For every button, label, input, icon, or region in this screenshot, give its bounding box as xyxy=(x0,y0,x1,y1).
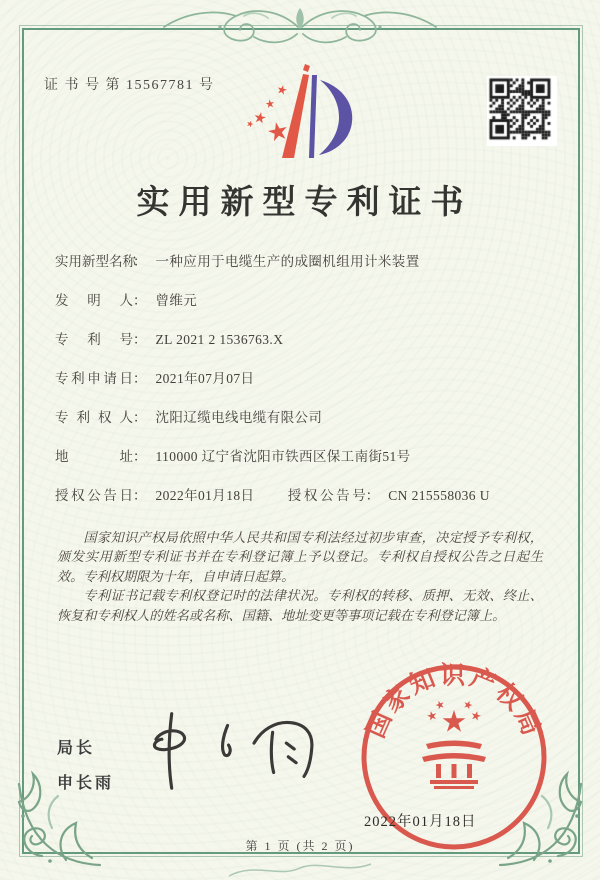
field-value: 2021年07月07日 xyxy=(155,371,255,386)
field-label: 实用新型名称 xyxy=(55,254,136,269)
field-label: 授权公告日 xyxy=(55,488,133,503)
field-row-grant xyxy=(55,486,572,506)
grant-number-pair xyxy=(288,488,490,503)
legal-paragraph-2: 专利证书记载专利权登记时的法律状况。专利权的转移、质押、无效、终止、恢复和专利权人的姓名或名称、国籍、地址变更等事项记载在专利登记簿上。 xyxy=(57,588,543,623)
field-colon: ： xyxy=(133,449,147,464)
handwritten-signature-icon xyxy=(128,700,333,798)
field-value: 沈阳辽缆电线电缆有限公司 xyxy=(155,410,323,425)
seal-date: 2022年01月18日 xyxy=(364,814,477,830)
field-colon: ： xyxy=(133,410,147,425)
page-number: 第 1 页 (共 2 页) xyxy=(245,839,355,853)
field-label: 地址 xyxy=(55,449,133,464)
field-list xyxy=(55,252,572,525)
field-value: ZL 2021 2 1536763.X xyxy=(155,332,284,347)
field-colon: ： xyxy=(365,488,380,503)
field-label: 专利权人 xyxy=(55,410,133,425)
field-row-patentee xyxy=(55,408,572,428)
national-emblem-icon xyxy=(422,699,486,789)
field-value: 110000 辽宁省沈阳市铁西区保工南街51号 xyxy=(155,449,411,464)
certificate-number: 证 书 号 第 15567781 号 xyxy=(44,78,215,93)
field-value: 2022年01月18日 xyxy=(155,488,255,503)
bottom-edge-ornament xyxy=(225,858,375,880)
cnipa-logo-icon xyxy=(230,62,370,168)
legal-text xyxy=(57,528,543,625)
legal-paragraph-1: 国家知识产权局依照中华人民共和国专利法经过初步审查，决定授予专利权，颁发实用新型专利证书并在专利登记簿上予以登记。专利权自授权公告之日起生效。专利权期限为十年，自申请日起算。 xyxy=(57,530,543,584)
field-row-inventor xyxy=(55,291,572,311)
field-colon: ： xyxy=(133,254,147,269)
field-label: 专利申请日 xyxy=(55,371,133,386)
field-row-patent-number xyxy=(55,330,572,350)
director-block xyxy=(57,735,114,805)
field-row-filing-date xyxy=(55,369,572,389)
field-value: CN 215558036 U xyxy=(388,488,490,503)
director-name: 申长雨 xyxy=(57,775,115,792)
field-label: 专利号 xyxy=(55,332,133,347)
field-label: 发明人 xyxy=(55,293,133,308)
seal-ring-text: 国家知识产权局 xyxy=(362,662,546,742)
field-row-name xyxy=(55,252,572,272)
field-row-address xyxy=(55,447,572,467)
field-value: 一种应用于电缆生产的成圈机组用计米装置 xyxy=(155,254,420,269)
qr-code xyxy=(487,76,557,146)
certificate-title: 实用新型专利证书 xyxy=(136,185,473,221)
field-colon: ： xyxy=(133,332,147,347)
svg-text:国家知识产权局 xyxy=(362,661,547,742)
field-value: 曾维元 xyxy=(155,293,198,308)
field-colon: ： xyxy=(133,488,147,503)
field-colon: ： xyxy=(133,371,147,386)
field-colon: ： xyxy=(133,293,147,308)
grant-date-pair xyxy=(55,488,254,503)
director-title: 局长 xyxy=(57,740,96,757)
field-label: 授权公告号 xyxy=(287,488,366,503)
